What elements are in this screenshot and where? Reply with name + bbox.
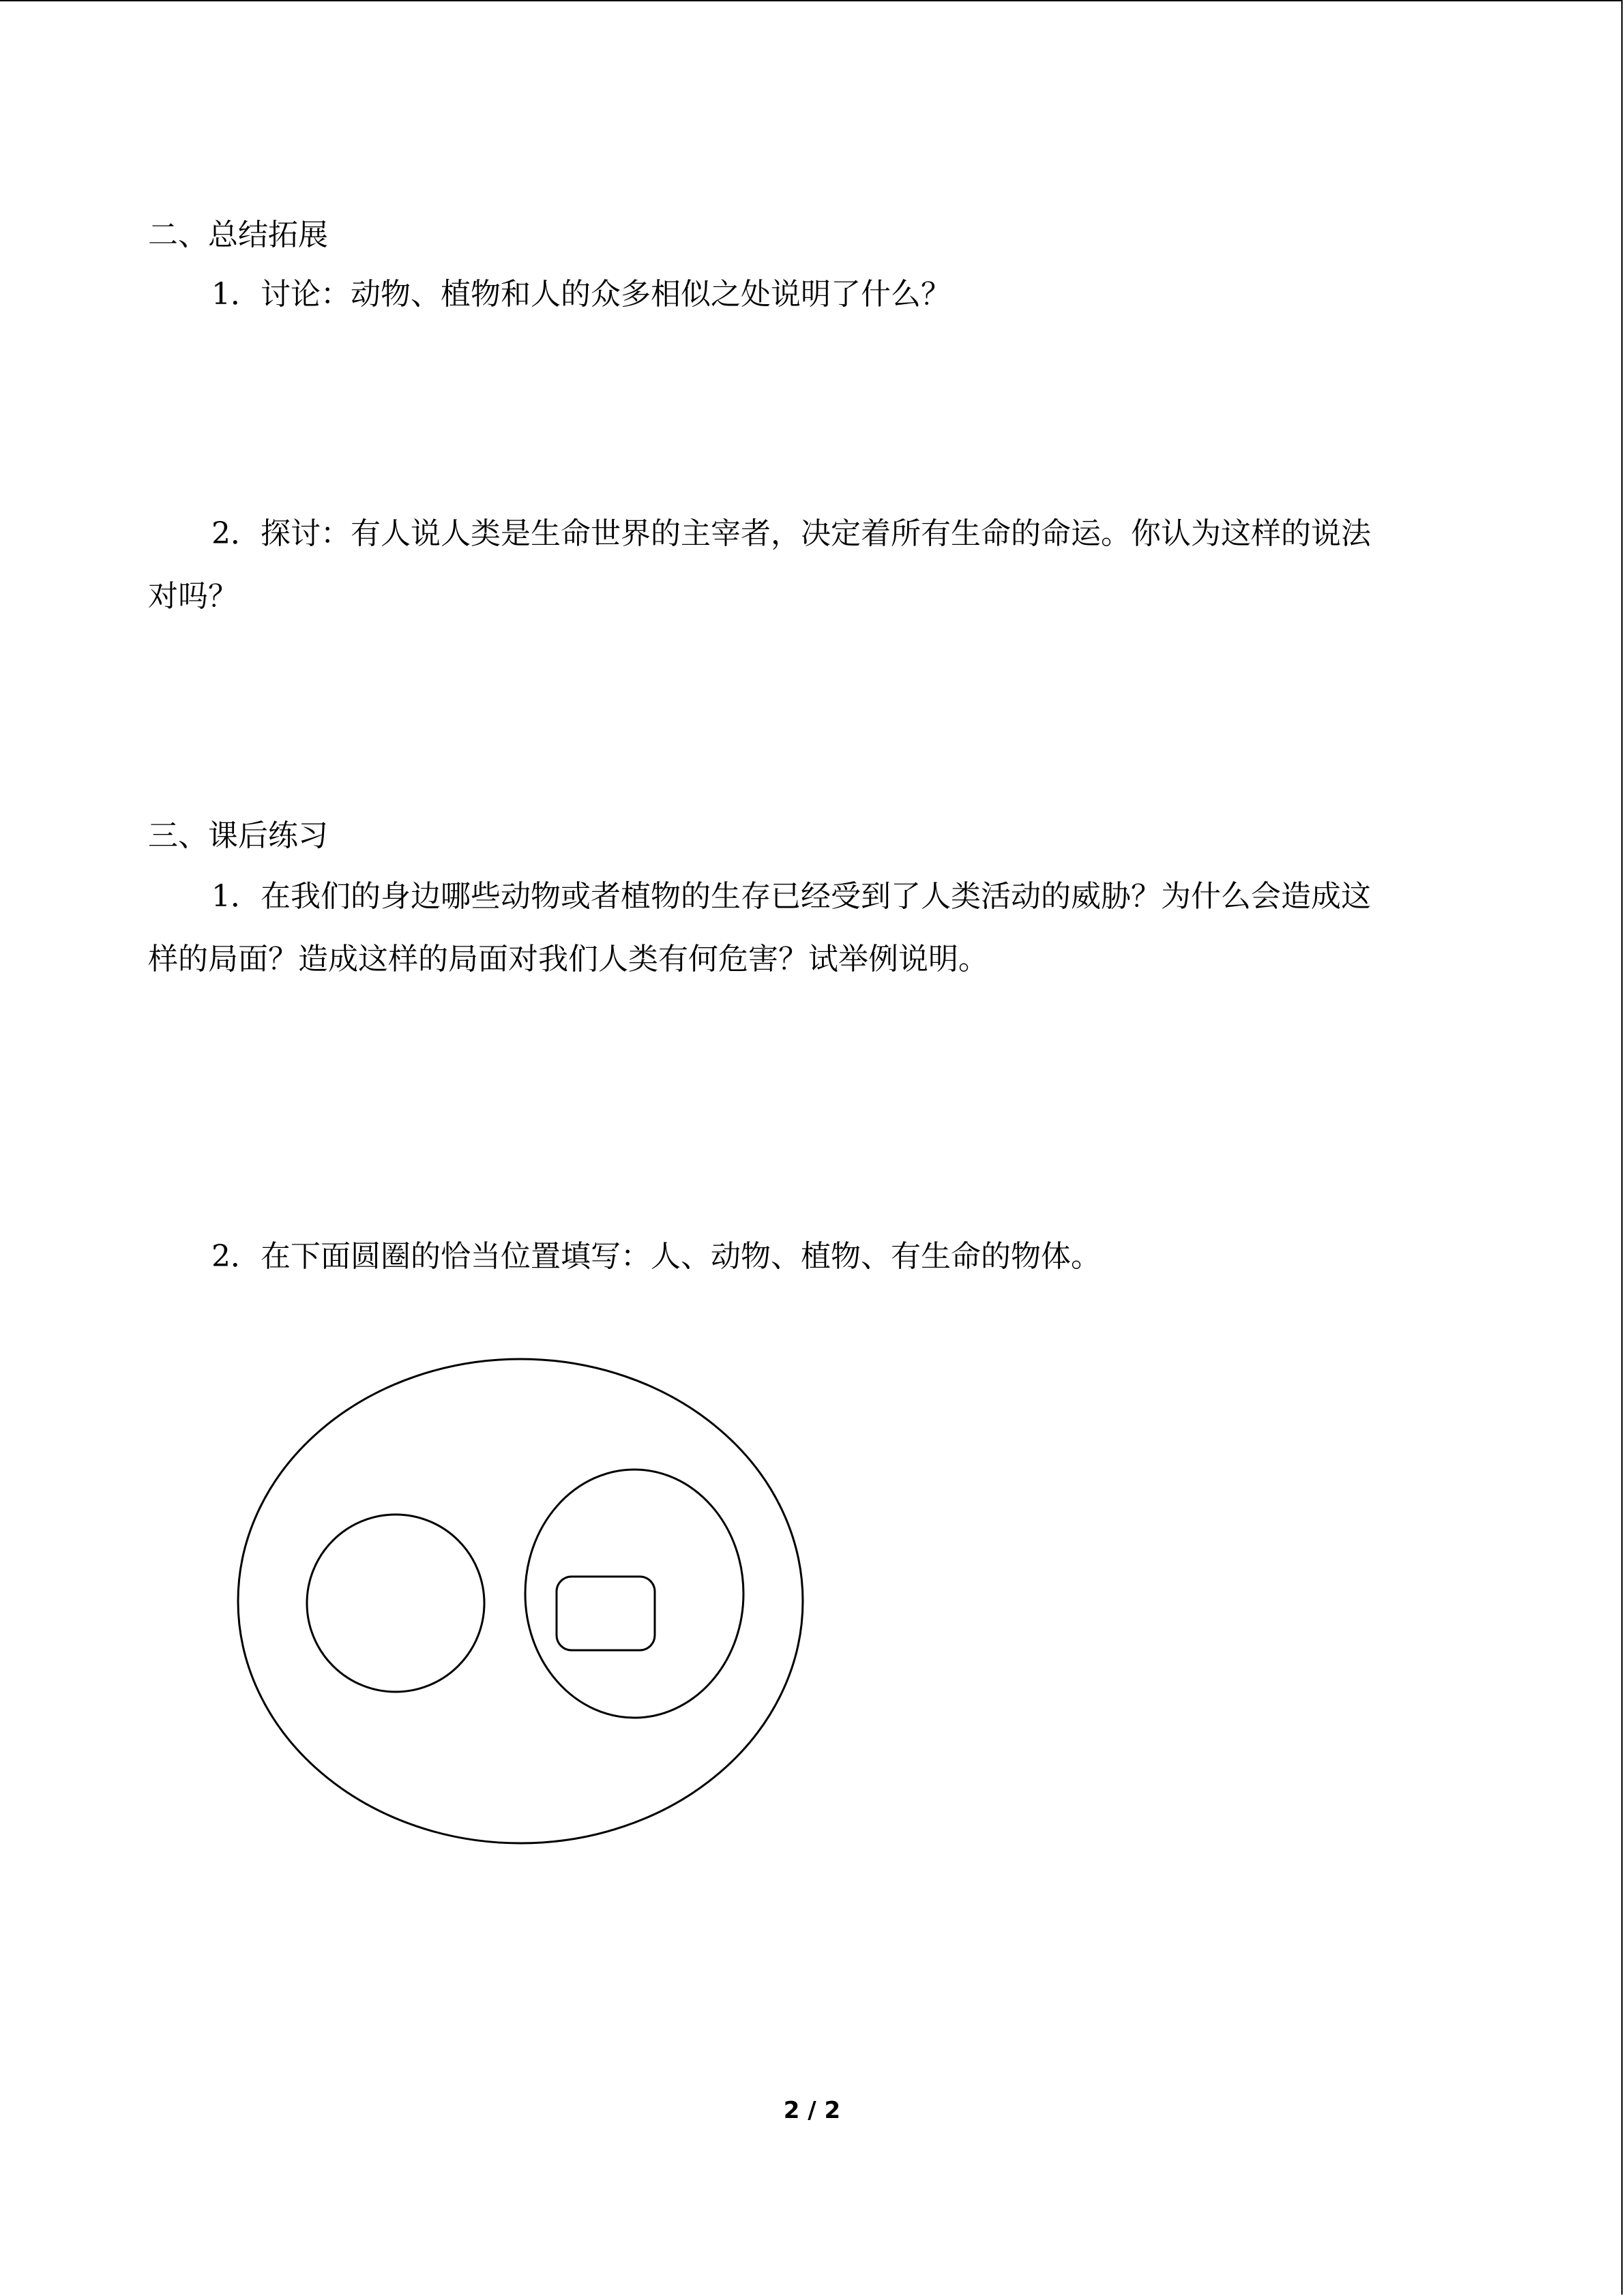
inner-box-humans	[557, 1577, 655, 1650]
question-explore-line1: 2．探讨：有人说人类是生命世界的主宰者，决定着所有生命的命运。你认为这样的说法	[211, 516, 1371, 551]
exercise-2: 2．在下面圆圈的恰当位置填写：人、动物、植物、有生命的物体。	[211, 1239, 1101, 1274]
exercise-1-line2: 样的局面？造成这样的局面对我们人类有何危害？试举例说明。	[148, 942, 988, 976]
section-heading-summary: 二、总结拓展	[148, 218, 328, 252]
venn-diagram	[232, 1354, 808, 1848]
right-circle-animals	[525, 1470, 743, 1718]
left-circle-plants	[307, 1515, 484, 1692]
page-number: 2 / 2	[783, 2097, 841, 2124]
question-explore-line2: 对吗？	[148, 579, 238, 614]
outer-ellipse-living-things	[238, 1359, 803, 1843]
exercise-1-line1: 1．在我们的身边哪些动物或者植物的生存已经受到了人类活动的威胁？为什么会造成这	[211, 879, 1371, 914]
question-discuss: 1．讨论：动物、植物和人的众多相似之处说明了什么？	[211, 277, 951, 312]
section-heading-exercise: 三、课后练习	[148, 818, 328, 853]
